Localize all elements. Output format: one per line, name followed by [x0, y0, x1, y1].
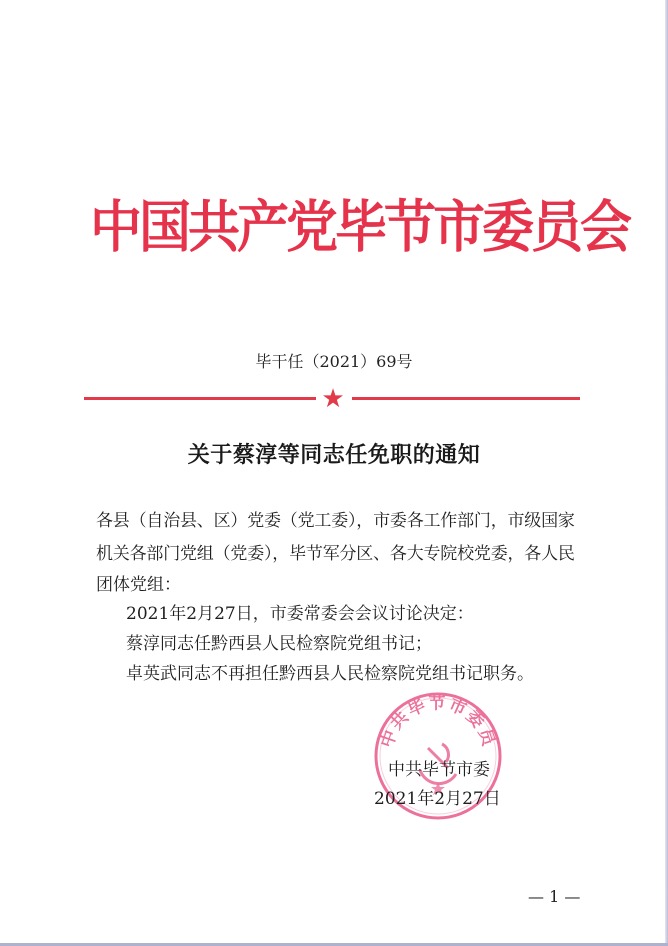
- page-number: — 1 —: [528, 887, 581, 906]
- recipients-line-1: 各县（自治县、区）党委（党工委），市委各工作部门，市级国家: [96, 511, 575, 531]
- red-divider-left: [84, 397, 316, 400]
- svg-text:中共毕节市委员: [376, 693, 499, 751]
- decision-paragraph: 2021年2月27日，市委常委会会议讨论决定：: [126, 604, 474, 624]
- red-star-icon: ★: [321, 384, 345, 414]
- letterhead-title: 中国共产党毕节市委员会: [90, 195, 630, 261]
- recipients-line-2: 机关各部门党组（党委），毕节军分区、各大专院校党委，各人民: [96, 544, 575, 564]
- seal-text: 中共毕节市委员: [377, 693, 499, 751]
- signing-organization: 中共毕节市委: [388, 760, 490, 780]
- document-number: 毕干任（2021）69号: [255, 352, 413, 371]
- appointment-paragraph: 蔡淳同志任黔西县人民检察院党组书记；: [126, 634, 432, 654]
- recipients-line-3: 团体党组：: [96, 575, 181, 595]
- notice-title: 关于蔡淳等同志任免职的通知: [187, 442, 481, 468]
- red-divider-right: [352, 397, 580, 400]
- signing-date: 2021年2月27日: [374, 789, 501, 809]
- removal-paragraph: 卓英武同志不再担任黔西县人民检察院党组书记职务。: [126, 664, 534, 684]
